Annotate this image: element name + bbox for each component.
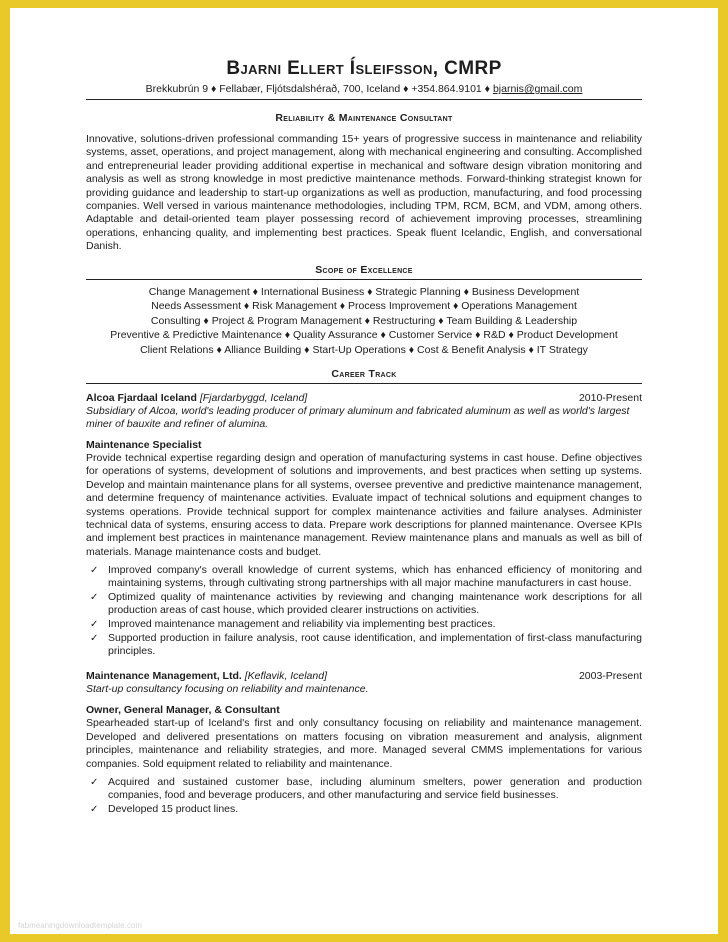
scope-line: Needs Assessment ♦ Risk Management ♦ Process Improvement ♦ Operations Management xyxy=(151,300,577,313)
job-header xyxy=(86,392,642,405)
achievement-item xyxy=(86,632,642,658)
job-header xyxy=(86,670,642,683)
job-company-block xyxy=(86,670,327,683)
achievement-item xyxy=(86,591,642,617)
job-description: Provide technical expertise regarding design and operation of manufacturing systems in cast house. Define objectives for operations of systems, development of solutions and improvements, and best practices when setting up systems. Develop and maintain maintenance plans for all systems, oversee preventive and predictive maintenance management, and determine frequency of maintenance activities. Evaluate impact of technical solutions and equipment changes to systems operations. Provide technical support for complex maintenance activities and failure analyses. Administer technical data of systems, ensuring access to data. Prepare work descriptions for planned maintenance. Oversee KPIs and implement best practices in maintenance management. Review maintenance plans and manuals as well as bill of materials. Manage maintenance costs and budget. xyxy=(86,452,642,558)
job-company: Alcoa Fjardaal Iceland xyxy=(86,391,197,404)
job-role: Owner, General Manager, & Consultant xyxy=(86,704,280,717)
check-icon: ✓ xyxy=(90,592,99,604)
achievement-text: Supported production in failure analysis, root cause identification, and implementation of first-class manufacturing principles. xyxy=(108,631,642,657)
job-tagline: Start-up consultancy focusing on reliability and maintenance. xyxy=(86,683,369,696)
achievement-item xyxy=(86,618,642,631)
check-icon: ✓ xyxy=(90,565,99,577)
job-location: [Fjardarbyggd, Iceland] xyxy=(199,391,308,404)
job-company-block xyxy=(86,392,307,405)
achievement-text: Acquired and sustained customer base, including aluminum smelters, power generation and production companies, food and beverage producers, and other manufacturing and service field businesses. xyxy=(108,776,642,802)
job-dates: 2003-Present xyxy=(578,670,642,683)
scope-line: Consulting ♦ Project & Program Management ♦ Restructuring ♦ Team Building & Leadership xyxy=(150,314,578,327)
job-dates: 2010-Present xyxy=(578,391,642,404)
section-title-scope: Scope of Excellence xyxy=(86,264,642,280)
achievement-item xyxy=(86,776,642,802)
contact-details: Brekkubrún 9 ♦ Fellabær, Fljótsdalshérað, 700, Iceland ♦ +354.864.9101 ♦ xyxy=(145,83,493,95)
professional-headline: Reliability & Maintenance Consultant xyxy=(275,112,453,124)
email-link[interactable]: bjarnis@gmail.com xyxy=(492,83,583,95)
scope-line: Client Relations ♦ Alliance Building ♦ Start-Up Operations ♦ Cost & Benefit Analysis ♦ IT Strategy xyxy=(140,344,588,357)
scope-line: Change Management ♦ International Business ♦ Strategic Planning ♦ Business Development xyxy=(148,285,580,298)
job-entry xyxy=(86,392,642,659)
resume-page xyxy=(10,8,718,934)
candidate-name: Bjarni Ellert Ísleifsson, CMRP xyxy=(226,58,502,79)
section-title-career: Career Track xyxy=(86,368,642,384)
check-icon: ✓ xyxy=(90,777,99,789)
achievement-list xyxy=(86,564,642,658)
job-tagline: Subsidiary of Alcoa, world's leading producer of primary aluminum and fabricated aluminum as well as world's largest miner of bauxite and refiner of alumina. xyxy=(86,404,630,430)
achievement-text: Developed 15 product lines. xyxy=(108,802,239,815)
achievement-item xyxy=(86,803,642,816)
scope-line: Preventive & Predictive Maintenance ♦ Quality Assurance ♦ Customer Service ♦ R&D ♦ Product Development xyxy=(110,329,618,342)
summary-paragraph: Innovative, solutions-driven professional commanding 15+ years of progressive success in maintenance and reliability systems, asset, operations, and project management, along with mechanical engineering and consulting. Accomplished and entrepreneurial leader providing additional expertise in mechanical and software design vibration monitoring and analysis as well as strong knowledge in most predictive maintenance methods. Forward-thinking strategist known for providing guidance and leadership to start-up organizations as well as production, manufacturing, and food processing companies. Well versed in various maintenance methodologies, including TPM, RCM, BCM, and VDM, among others. Adaptable and detail-oriented team player possessing record of achievement improving processes, streamlining operations, enhancing quality, and implementing best practices. Speak fluent Icelandic, English, and conversational Danish. xyxy=(86,133,642,253)
contact-line xyxy=(86,83,642,100)
watermark-text: fabmeaningdownloadtemplate.com xyxy=(18,921,143,930)
job-role: Maintenance Specialist xyxy=(86,439,202,452)
achievement-text: Improved maintenance management and reliability via implementing best practices. xyxy=(108,618,496,631)
achievement-list xyxy=(86,776,642,816)
achievement-text: Optimized quality of maintenance activities by reviewing and changing maintenance work descriptions for all production areas of cast house, which provided clearer instructions on activities. xyxy=(108,591,642,617)
achievement-text: Improved company's overall knowledge of current systems, which has enhanced efficiency of monitoring and maintaining systems, through cultivating strong partnerships with all major machine manufacturers in cast house. xyxy=(108,564,642,590)
job-description: Spearheaded start-up of Iceland's first and only consultancy focusing on reliability and maintenance management. Developed and delivered presentations on matters focusing on vibration measurement and analysis, alignment principles, maintenance and reliability strategies, and more. Managed several CMMS implementations for various companies. Sold equipment related to reliability and maintenance. xyxy=(86,717,642,770)
job-location: [Keflavik, Iceland] xyxy=(244,670,327,683)
scope-list xyxy=(86,285,642,358)
job-entry xyxy=(86,670,642,816)
check-icon: ✓ xyxy=(90,632,99,644)
job-company: Maintenance Management, Ltd. xyxy=(86,670,242,683)
check-icon: ✓ xyxy=(90,619,99,631)
achievement-item xyxy=(86,564,642,590)
check-icon: ✓ xyxy=(90,803,99,815)
